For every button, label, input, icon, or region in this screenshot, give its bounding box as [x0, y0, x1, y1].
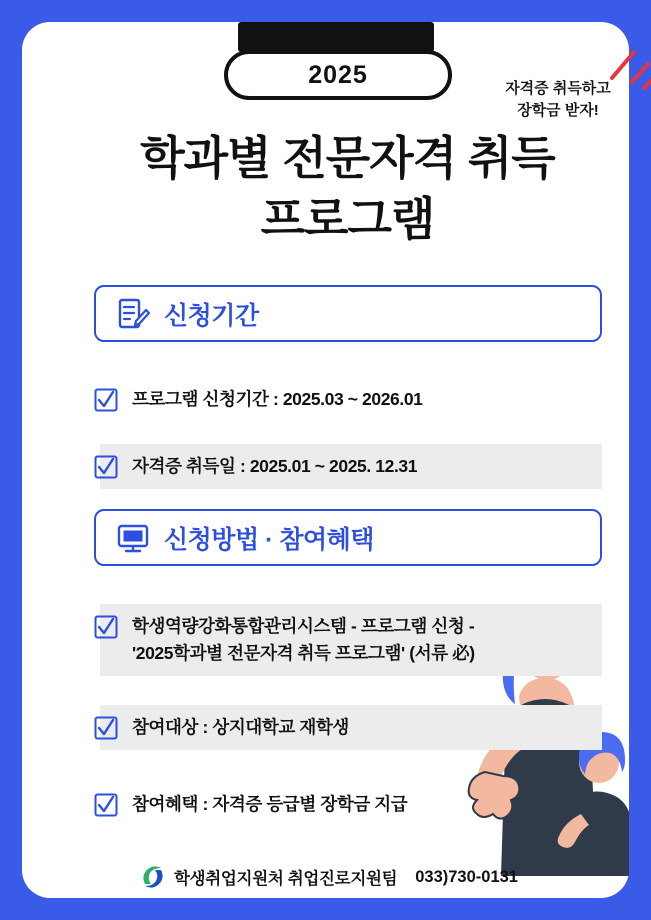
section-header-apply-method-benefits: [94, 509, 602, 566]
list-item-text-block: [132, 613, 475, 667]
sangji-logo-icon: [140, 864, 166, 890]
promo-note-line1: 자격증 취득하고: [505, 80, 611, 97]
section-header-application-period: [94, 285, 602, 342]
page-title: [62, 128, 633, 249]
footer: [94, 864, 564, 890]
monitor-icon: [116, 521, 150, 555]
checkbox-icon: [94, 388, 118, 412]
list-item: [94, 714, 602, 741]
page-title-line1: 학과별 전문자격 취득: [140, 132, 555, 184]
list-item: [94, 386, 602, 413]
checkbox-icon: [94, 793, 118, 817]
list-item-text: 자격증 취득일 : 2025.01 ~ 2025. 12.31: [132, 456, 418, 476]
list-item-text: 참여혜택 : 자격증 등급별 장학금 지급: [132, 794, 408, 814]
checkbox-icon: [94, 455, 118, 479]
section-header-label: 신청기간: [164, 301, 259, 330]
section-header-label: 신청방법 · 참여혜택: [164, 525, 374, 554]
year-badge-label: 2025: [308, 60, 368, 89]
top-clip-bar: [238, 22, 434, 52]
footer-phone: 033)730-0131: [415, 867, 518, 886]
year-badge: [224, 50, 452, 100]
promo-note: [474, 78, 642, 122]
list-item: [94, 791, 602, 818]
list-item-text-line1: 학생역량강화통합관리시스템 - 프로그램 신청 -: [132, 616, 475, 636]
document-pen-icon: [116, 297, 150, 331]
poster-card: [22, 22, 629, 898]
checkbox-icon: [94, 716, 118, 740]
checkbox-icon: [94, 615, 118, 639]
list-item-text-line2: '2025학과별 전문자격 취득 프로그램' (서류 必): [132, 643, 475, 664]
list-item-text: 참여대상 : 상지대학교 재학생: [132, 717, 349, 737]
footer-department: 학생취업지원처 취업진로지원팀: [174, 870, 398, 888]
list-item: [94, 453, 602, 480]
list-item-text: 프로그램 신청기간 : 2025.03 ~ 2026.01: [132, 389, 423, 409]
list-item: [94, 613, 602, 667]
page-title-line2: 프로그램: [260, 192, 435, 245]
promo-note-line2: 장학금 받자!: [517, 101, 599, 119]
